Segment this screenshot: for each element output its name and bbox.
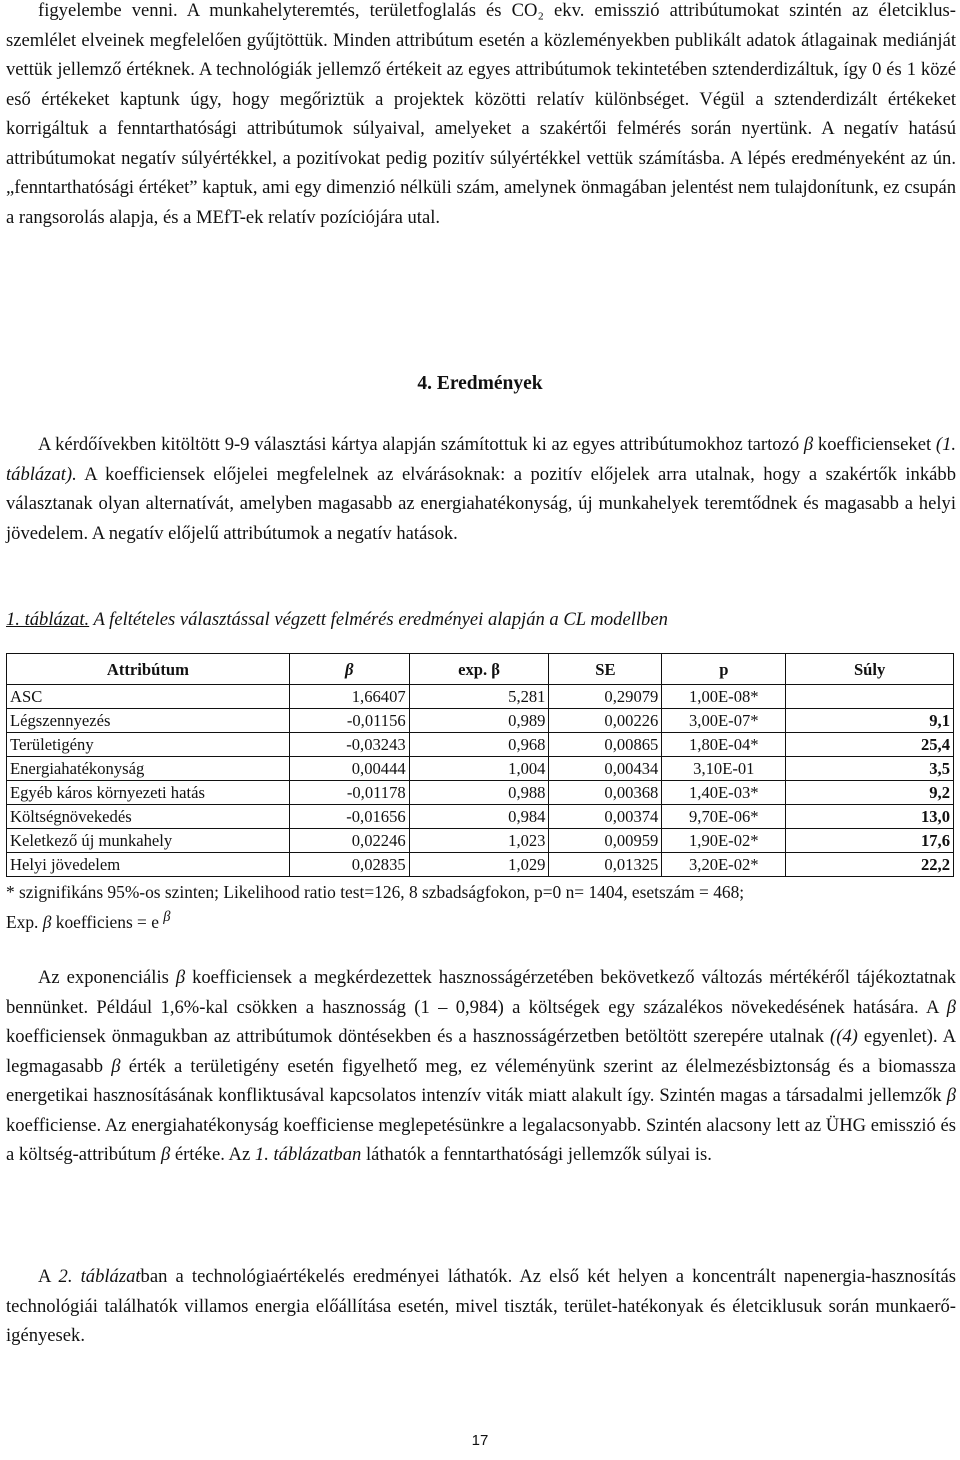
cell-se: 0,00959: [549, 829, 662, 853]
cell-se: 0,00226: [549, 709, 662, 733]
table-row: [7, 757, 954, 781]
cell-weight: 25,4: [786, 733, 954, 757]
header-beta: β: [289, 654, 409, 685]
cell-weight: 9,1: [786, 709, 954, 733]
cell-exp-beta: 1,004: [409, 757, 549, 781]
table-footnote: [6, 880, 956, 935]
cell-exp-beta: 1,023: [409, 829, 549, 853]
table-row: [7, 781, 954, 805]
cell-beta: 1,66407: [289, 685, 409, 709]
table-reference: 1. táblázatban: [254, 1144, 362, 1165]
cell-weight: [786, 685, 954, 709]
cell-attribute: Területigény: [7, 733, 290, 757]
cell-se: 0,00368: [549, 781, 662, 805]
beta-symbol: β: [160, 1144, 171, 1165]
discussion-paragraph: Az exponenciális β koefficiensek a megkérdezettek hasznosságérzetében bekövetkező változás mértékéről tájékoztatnak bennünket. Például 1,6%-kal csökken a hasznosság (1 – 0,984) a költségek egy százalékos növekedésének hatására. A β koefficiensek önmagukban az attribútumok döntésekben és a hasznosságérzetben betöltött szerepére utalnak ((4) egyenlet). A legmagasabb β érték a területigény esetén figyelhető meg, ez véleményünk szerint az élelmezésbiztonság és a biomassza energetikai hasznosításának konfliktusával kapcsolatos intenzív viták miatt alakult így. Szintén magas a társadalmi jellemzők β koefficiense. Az energiahatékonyság koefficiense meglepetésünkre a legalacsonyabb. Szintén alacsony lett az ÜHG emisszió és a költség-attribútum β értéke. Az 1. táblázatban láthatók a fenntarthatósági jellemzők súlyai is.: [6, 967, 957, 1165]
cell-attribute: Egyéb káros környezeti hatás: [7, 781, 290, 805]
table-caption: [6, 606, 956, 634]
cell-beta: -0,01656: [289, 805, 409, 829]
cell-beta: 0,02246: [289, 829, 409, 853]
cell-attribute: Keletkező új munkahely: [7, 829, 290, 853]
header-weight: Súly: [786, 654, 954, 685]
table-row: [7, 733, 954, 757]
cell-beta: -0,01156: [289, 709, 409, 733]
header-se: SE: [549, 654, 662, 685]
results-text-1: A kérdőívekben kitöltött 9-9 választási kártya alapján számítottuk ki az egyes attribútumokhoz tartozó: [38, 434, 800, 455]
table-row: [7, 709, 954, 733]
cell-exp-beta: 1,029: [409, 853, 549, 877]
discussion-paragraph-2: A 2. táblázatban a technológiaértékelés eredményei láthatók. Az első két helyen a koncentrált napenergia-hasznosítás technológiái találhatók villamos energia előállítása esetén, mivel tiszták, terület-hatékonyak és életciklusuk során munkaerő-igényesek.: [6, 1266, 957, 1346]
cell-se: 0,01325: [549, 853, 662, 877]
cell-exp-beta: 0,988: [409, 781, 549, 805]
header-exp-beta: exp. β: [409, 654, 549, 685]
cell-p: 3,00E-07*: [662, 709, 786, 733]
cell-p: 1,40E-03*: [662, 781, 786, 805]
cell-se: 0,00434: [549, 757, 662, 781]
beta-symbol: β: [42, 911, 52, 932]
cell-p: 1,90E-02*: [662, 829, 786, 853]
cell-weight: 17,6: [786, 829, 954, 853]
table-row: [7, 805, 954, 829]
results-text-3: A koefficiensek előjelei megfelelnek az elvárásoknak: a pozitív előjelek arra utalnak, hogy a szakértők inkább választanak olyan alternatívát, amelyben magasabb az energiahatékonyság, új munkahelyek teremtődnek és magasabb a helyi jövedelem. A negatív előjelű attribútumok a negatív hatások.: [6, 463, 956, 544]
cell-attribute: Költségnövekedés: [7, 805, 290, 829]
cell-exp-beta: 0,989: [409, 709, 549, 733]
cell-p: 3,10E-01: [662, 757, 786, 781]
cell-exp-beta: 5,281: [409, 685, 549, 709]
cell-p: 1,00E-08*: [662, 685, 786, 709]
cell-weight: 9,2: [786, 781, 954, 805]
cell-weight: 22,2: [786, 853, 954, 877]
cell-attribute: ASC: [7, 685, 290, 709]
results-text-2: koefficienseket: [817, 434, 932, 455]
cell-exp-beta: 0,968: [409, 733, 549, 757]
page-number: 17: [471, 1432, 489, 1449]
table-footnote-line2: Exp. β koefficiens = e $^\beta$: [6, 909, 171, 932]
cell-weight: 3,5: [786, 757, 954, 781]
beta-symbol: β: [111, 1055, 121, 1077]
cell-attribute: Energiahatékonyság: [7, 757, 290, 781]
results-table-wrapper: [6, 653, 954, 877]
equation-reference: ((4): [830, 1026, 858, 1047]
cell-p: 3,20E-02*: [662, 853, 786, 877]
table-body: [7, 685, 954, 877]
cell-attribute: Helyi jövedelem: [7, 853, 290, 877]
table-header-row: [7, 654, 954, 685]
table-footnote-line1: * szignifikáns 95%-os szinten; Likelihood ratio test=126, 8 szbadságfokon, p=0 n= 1404, esetszám = 468;: [6, 882, 745, 902]
header-attribute: Attribútum: [7, 654, 290, 685]
table-reference: 2. táblázat: [58, 1266, 141, 1287]
beta-symbol: β: [175, 967, 186, 988]
results-paragraph: [6, 430, 956, 548]
cell-attribute: Légszennyezés: [7, 709, 290, 733]
cell-exp-beta: 0,984: [409, 805, 549, 829]
cell-beta: -0,03243: [289, 733, 409, 757]
header-p: p: [662, 654, 786, 685]
table-caption-text: A feltételes választással végzett felmérés eredményei alapján a CL modellben: [93, 609, 668, 630]
table-row: [7, 829, 954, 853]
cell-beta: 0,02835: [289, 853, 409, 877]
results-table: [6, 653, 954, 877]
beta-superscript: β: [163, 909, 171, 925]
beta-symbol: β: [946, 1085, 956, 1106]
table-row: [7, 685, 954, 709]
cell-beta: 0,00444: [289, 757, 409, 781]
table-reference: (1. táblázat).: [6, 434, 957, 485]
cell-weight: 13,0: [786, 805, 954, 829]
table-caption-number: 1. táblázat.: [6, 609, 90, 630]
cell-p: 9,70E-06*: [662, 805, 786, 829]
beta-symbol: β: [803, 434, 814, 455]
cell-se: 0,00374: [549, 805, 662, 829]
intro-paragraph: figyelembe venni. A munkahelyteremtés, területfoglalás és CO₂ ekv. emisszió attribútumokat szintén az életciklus-szemlélet elveinek megfelelően gyűjtöttük. Minden attribútum esetén a közleményekben publikált adatok átlagainak mediánját vettük jellemző értéknek. A technológiák jellemző értékeit az egyes attribútumok tekintetében sztenderdizáltuk, így 0 és 1 közé eső értékeket kaptunk úgy, hogy megőriztük a projektek közötti relatív különbséget. Végül a sztenderdizált értékeket korrigáltuk a fenntarthatósági attribútumok súlyaival, amelyeket a szakértői felmérés során nyertünk. A negatív hatású attribútumokat negatív súlyértékkel, a pozitívokat pedig pozitív súlyértékkel vettük számításba. A lépés eredményeként az ún. „fenntarthatósági értéket” kaptuk, ami egy dimenzió nélküli szám, amelynek önmagában jelentést nem tulajdonítunk, ez csupán a rangsorolás alapja, és a MEfT-ek relatív pozíciójára utal.: [6, 0, 956, 228]
beta-symbol: β: [946, 996, 956, 1018]
cell-beta: -0,01178: [289, 781, 409, 805]
cell-se: 0,00865: [549, 733, 662, 757]
cell-se: 0,29079: [549, 685, 662, 709]
cell-p: 1,80E-04*: [662, 733, 786, 757]
table-row: [7, 853, 954, 877]
section-heading: 4. Eredmények: [417, 373, 543, 394]
